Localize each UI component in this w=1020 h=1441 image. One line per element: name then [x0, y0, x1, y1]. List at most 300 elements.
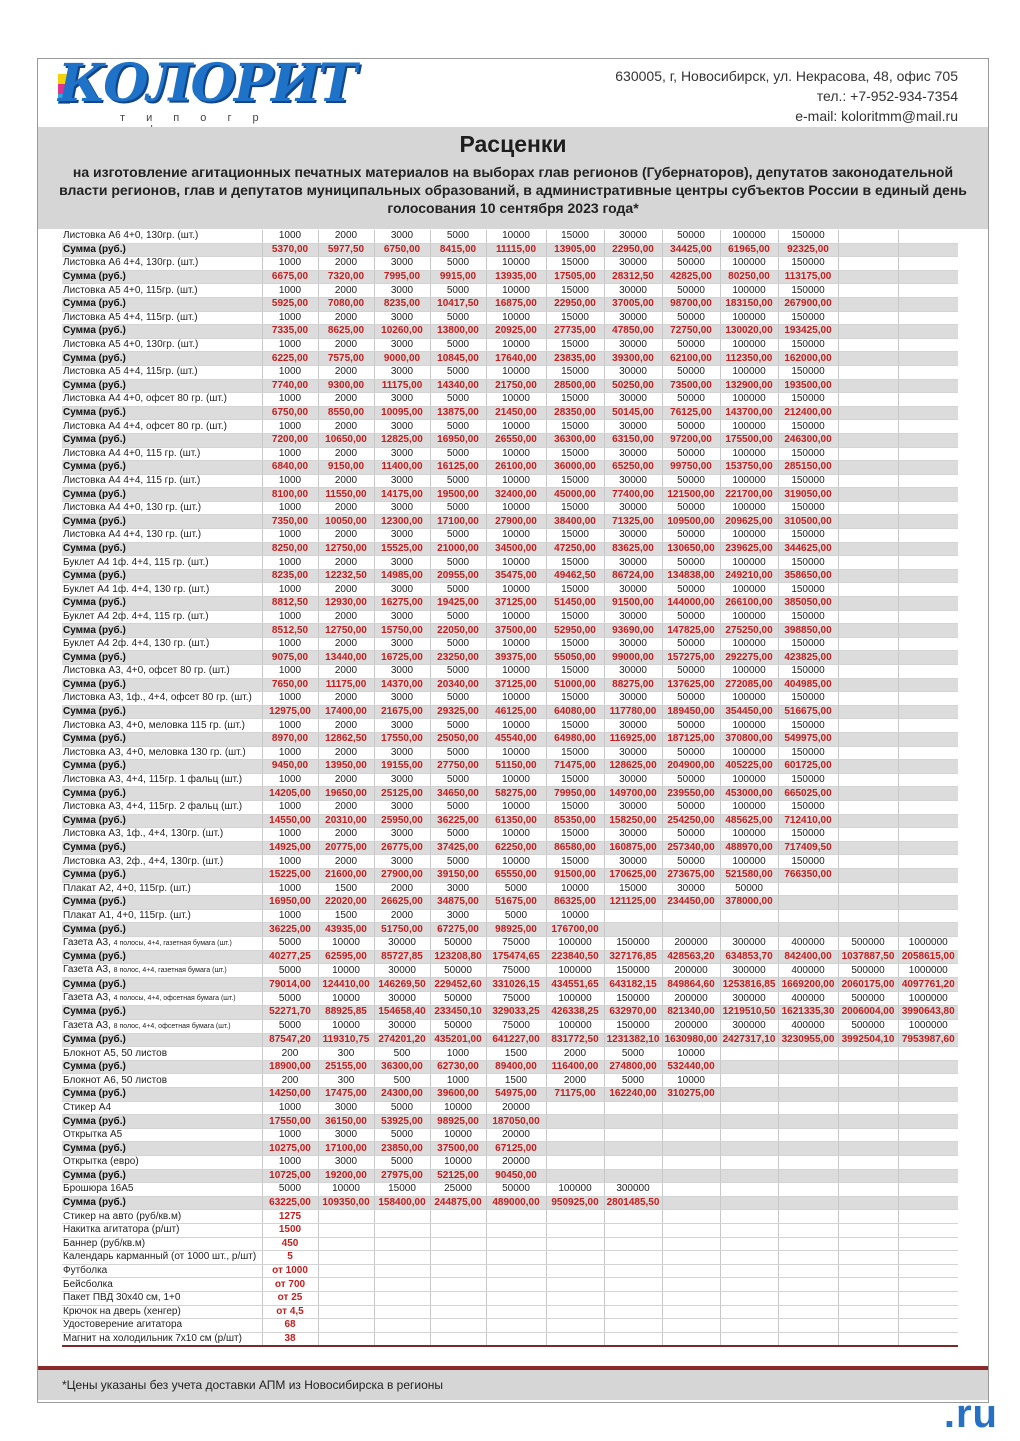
sum-cell: 370800,00	[720, 732, 778, 746]
quantity-cell: 150000	[778, 692, 838, 706]
empty-cell	[778, 1264, 838, 1278]
sum-cell: 6840,00	[262, 461, 318, 475]
quantity-cell	[898, 773, 958, 787]
sum-label: Сумма (руб.)	[62, 461, 262, 475]
empty-cell	[486, 1278, 546, 1292]
misc-name: Баннер (руб/кв.м)	[62, 1237, 262, 1251]
product-name	[62, 692, 262, 706]
sum-cell: 10095,00	[374, 406, 430, 420]
sum-cell: 144000,00	[662, 597, 720, 611]
misc-price: 450	[262, 1237, 318, 1251]
sum-cell: 85727,85	[374, 950, 430, 964]
sum-cell: 549975,00	[778, 732, 838, 746]
quantity-cell: 150000	[778, 393, 838, 407]
quantity-cell: 150000	[604, 964, 662, 978]
quantity-cell	[838, 1128, 898, 1142]
misc-name: Крючок на дверь (хенгер)	[62, 1305, 262, 1319]
sum-cell: 109500,00	[662, 515, 720, 529]
quantity-cell: 2000	[318, 529, 374, 543]
empty-cell	[778, 1305, 838, 1319]
product-name-label: Открытка А5	[63, 1129, 123, 1141]
quantity-cell: 3000	[374, 474, 430, 488]
sum-cell: 14250,00	[262, 1088, 318, 1102]
sum-cell	[838, 270, 898, 284]
sum-cell	[778, 923, 838, 937]
sum-cell	[720, 923, 778, 937]
quantity-cell: 100000	[720, 773, 778, 787]
misc-price: 68	[262, 1319, 318, 1333]
sum-cell: 12975,00	[262, 705, 318, 719]
sum-label: Сумма (руб.)	[62, 1088, 262, 1102]
watermark	[870, 1392, 998, 1437]
quantity-cell	[778, 1074, 838, 1088]
quantity-cell	[838, 311, 898, 325]
empty-cell	[318, 1319, 374, 1333]
quantity-cell: 3000	[374, 556, 430, 570]
sum-cell: 426338,25	[546, 1006, 604, 1020]
table-row-sum	[62, 978, 958, 992]
quantity-cell	[720, 1101, 778, 1115]
quantity-cell: 10000	[486, 529, 546, 543]
sum-cell: 234450,00	[662, 896, 720, 910]
quantity-cell: 5000	[374, 1128, 430, 1142]
quantity-cell	[838, 1156, 898, 1170]
quantity-cell: 30000	[604, 746, 662, 760]
quantity-cell: 150000	[778, 338, 838, 352]
sum-cell: 88275,00	[604, 678, 662, 692]
sum-cell: 39375,00	[486, 651, 546, 665]
sum-cell: 10845,00	[430, 352, 486, 366]
sum-cell: 34425,00	[662, 243, 720, 257]
product-name	[62, 1101, 262, 1115]
sum-label: Сумма (руб.)	[62, 597, 262, 611]
quantity-cell: 150000	[778, 828, 838, 842]
quantity-cell: 15000	[546, 556, 604, 570]
quantity-cell: 30000	[604, 230, 662, 243]
sum-cell: 54975,00	[486, 1088, 546, 1102]
quantity-cell: 300	[318, 1074, 374, 1088]
quantity-cell: 50000	[662, 284, 720, 298]
sum-cell: 521580,00	[720, 868, 778, 882]
sum-cell: 109350,00	[318, 1196, 374, 1210]
sum-cell: 485625,00	[720, 814, 778, 828]
quantity-cell: 100000	[720, 610, 778, 624]
contact-phone: тел.: +7-952-934-7354	[816, 88, 958, 104]
quantity-cell: 50000	[662, 230, 720, 243]
sum-cell: 8415,00	[430, 243, 486, 257]
quantity-cell: 100000	[720, 311, 778, 325]
quantity-cell: 2000	[318, 855, 374, 869]
quantity-cell: 5000	[430, 365, 486, 379]
quantity-cell: 150000	[604, 936, 662, 950]
quantity-cell: 15000	[546, 773, 604, 787]
sum-cell: 88925,85	[318, 1006, 374, 1020]
sum-cell	[898, 868, 958, 882]
sum-cell: 79014,00	[262, 978, 318, 992]
sum-cell	[898, 569, 958, 583]
empty-cell	[430, 1223, 486, 1237]
sum-cell: 10260,00	[374, 325, 430, 339]
sum-cell	[838, 352, 898, 366]
empty-cell	[662, 1305, 720, 1319]
sum-cell: 7350,00	[262, 515, 318, 529]
sum-cell: 86724,00	[604, 569, 662, 583]
quantity-cell: 150000	[778, 257, 838, 271]
quantity-cell: 30000	[604, 583, 662, 597]
quantity-cell: 15000	[546, 855, 604, 869]
quantity-cell: 10000	[662, 1047, 720, 1061]
quantity-cell	[838, 1101, 898, 1115]
sum-cell: 1669200,00	[778, 978, 838, 992]
sum-cell: 116925,00	[604, 732, 662, 746]
table-row-sum	[62, 1033, 958, 1047]
product-name	[62, 719, 262, 733]
quantity-cell: 100000	[720, 257, 778, 271]
sum-cell: 404985,00	[778, 678, 838, 692]
quantity-cell: 5000	[262, 936, 318, 950]
empty-cell	[662, 1210, 720, 1224]
quantity-cell: 15000	[546, 447, 604, 461]
quantity-cell: 100000	[720, 692, 778, 706]
quantity-cell: 30000	[604, 692, 662, 706]
sum-cell: 97200,00	[662, 433, 720, 447]
empty-cell	[604, 1319, 662, 1333]
quantity-cell: 150000	[778, 529, 838, 543]
quantity-cell: 10000	[486, 474, 546, 488]
sum-cell: 51675,00	[486, 896, 546, 910]
quantity-cell: 100000	[546, 1183, 604, 1197]
sum-cell: 2058615,00	[898, 950, 958, 964]
sum-cell: 71475,00	[546, 760, 604, 774]
quantity-cell: 15000	[546, 501, 604, 515]
sum-cell: 16275,00	[374, 597, 430, 611]
quantity-cell: 2000	[546, 1047, 604, 1061]
quantity-cell: 5000	[430, 529, 486, 543]
product-name	[62, 284, 262, 298]
misc-price: от 4,5	[262, 1305, 318, 1319]
product-name	[62, 1047, 262, 1061]
quantity-cell: 200000	[662, 992, 720, 1006]
quantity-cell: 1000000	[898, 936, 958, 950]
quantity-cell: 75000	[486, 992, 546, 1006]
sum-cell	[838, 1060, 898, 1074]
quantity-cell: 10000	[318, 1183, 374, 1197]
sum-cell: 147825,00	[662, 624, 720, 638]
misc-price: 5	[262, 1251, 318, 1265]
table-row-misc	[62, 1264, 958, 1278]
sum-cell: 46125,00	[486, 705, 546, 719]
quantity-cell: 3000	[374, 692, 430, 706]
sum-cell	[838, 433, 898, 447]
sum-cell: 22950,00	[604, 243, 662, 257]
sum-cell: 13875,00	[430, 406, 486, 420]
sum-cell: 239550,00	[662, 787, 720, 801]
sum-cell	[898, 297, 958, 311]
quantity-cell: 400000	[778, 936, 838, 950]
quantity-cell: 75000	[486, 936, 546, 950]
quantity-cell: 3000	[374, 773, 430, 787]
sum-cell: 130650,00	[662, 542, 720, 556]
quantity-cell: 1000	[262, 230, 318, 243]
quantity-cell: 50000	[662, 637, 720, 651]
quantity-cell: 300000	[720, 992, 778, 1006]
page-title: Расценки	[459, 131, 567, 157]
table-row	[62, 284, 958, 298]
table-row-sum	[62, 732, 958, 746]
quantity-cell: 10000	[486, 746, 546, 760]
quantity-cell: 1000	[262, 1156, 318, 1170]
empty-cell	[778, 1223, 838, 1237]
product-name	[62, 1183, 262, 1197]
quantity-cell: 500	[374, 1047, 430, 1061]
sum-cell: 39300,00	[604, 352, 662, 366]
sum-cell: 15225,00	[262, 868, 318, 882]
quantity-cell: 15000	[546, 420, 604, 434]
sum-cell: 73500,00	[662, 379, 720, 393]
quantity-cell: 10000	[318, 964, 374, 978]
empty-cell	[430, 1251, 486, 1265]
table-row-sum	[62, 841, 958, 855]
quantity-cell: 300	[318, 1047, 374, 1061]
sum-label: Сумма (руб.)	[62, 950, 262, 964]
sum-cell: 90450,00	[486, 1169, 546, 1183]
sum-cell: 6225,00	[262, 352, 318, 366]
table-row	[62, 719, 958, 733]
quantity-cell: 15000	[546, 800, 604, 814]
sum-cell: 17640,00	[486, 352, 546, 366]
product-name	[62, 773, 262, 787]
quantity-cell: 20000	[486, 1101, 546, 1115]
table-row	[62, 1183, 958, 1197]
sum-cell: 193500,00	[778, 379, 838, 393]
sum-cell: 154658,40	[374, 1006, 430, 1020]
sum-label: Сумма (руб.)	[62, 841, 262, 855]
quantity-cell	[838, 746, 898, 760]
quantity-cell: 30000	[604, 257, 662, 271]
sum-cell: 72750,00	[662, 325, 720, 339]
product-name-detail: 4 полосы, 4+4, офсетная бумага (шт.)	[113, 995, 236, 1003]
sum-cell	[838, 325, 898, 339]
sum-cell	[838, 488, 898, 502]
quantity-cell: 3000	[374, 746, 430, 760]
quantity-cell	[720, 1074, 778, 1088]
quantity-cell: 15000	[546, 474, 604, 488]
sum-cell: 146269,50	[374, 978, 430, 992]
sum-cell: 99000,00	[604, 651, 662, 665]
sum-label: Сумма (руб.)	[62, 406, 262, 420]
sum-cell: 2801485,50	[604, 1196, 662, 1210]
quantity-cell: 10000	[486, 828, 546, 842]
quantity-cell: 10000	[486, 230, 546, 243]
contact-address: 630005, г, Новосибирск, ул. Некрасова, 48, офис 705	[615, 68, 958, 84]
sum-label: Сумма (руб.)	[62, 760, 262, 774]
sum-cell	[662, 1142, 720, 1156]
quantity-cell: 3000	[374, 828, 430, 842]
table-row-sum	[62, 542, 958, 556]
empty-cell	[604, 1251, 662, 1265]
company-logo	[58, 53, 355, 128]
quantity-cell: 1000	[262, 882, 318, 896]
empty-cell	[486, 1251, 546, 1265]
quantity-cell	[898, 501, 958, 515]
quantity-cell: 15000	[546, 828, 604, 842]
quantity-cell: 1000	[430, 1047, 486, 1061]
sum-cell: 8250,00	[262, 542, 318, 556]
quantity-cell: 5000	[430, 855, 486, 869]
sum-cell	[898, 705, 958, 719]
table-row-misc	[62, 1278, 958, 1292]
quantity-cell: 15000	[546, 610, 604, 624]
empty-cell	[838, 1305, 898, 1319]
sum-cell: 11175,00	[318, 678, 374, 692]
sum-cell: 15525,00	[374, 542, 430, 556]
quantity-cell	[662, 1128, 720, 1142]
product-name	[62, 855, 262, 869]
quantity-cell: 3000	[374, 501, 430, 515]
sum-cell	[720, 1142, 778, 1156]
empty-cell	[898, 1210, 958, 1224]
quantity-cell: 30000	[604, 474, 662, 488]
quantity-cell: 30000	[604, 855, 662, 869]
sum-cell	[838, 379, 898, 393]
sum-cell	[838, 1088, 898, 1102]
quantity-cell	[838, 338, 898, 352]
quantity-cell	[604, 1156, 662, 1170]
table-row-sum	[62, 1142, 958, 1156]
empty-cell	[318, 1223, 374, 1237]
empty-cell	[838, 1210, 898, 1224]
quantity-cell	[838, 1074, 898, 1088]
quantity-cell: 1000	[262, 420, 318, 434]
quantity-cell	[838, 909, 898, 923]
product-name-label: Листовка А4 4+0, 130 гр. (шт.)	[63, 502, 202, 514]
quantity-cell: 1000	[262, 610, 318, 624]
sum-cell: 143700,00	[720, 406, 778, 420]
sum-cell: 113175,00	[778, 270, 838, 284]
sum-cell: 10650,00	[318, 433, 374, 447]
empty-cell	[720, 1278, 778, 1292]
product-name	[62, 936, 262, 950]
sum-cell	[604, 1142, 662, 1156]
sum-cell: 4097761,20	[898, 978, 958, 992]
sum-cell	[898, 760, 958, 774]
quantity-cell: 200	[262, 1047, 318, 1061]
quantity-cell: 50000	[662, 855, 720, 869]
empty-cell	[662, 1319, 720, 1333]
sum-cell: 21600,00	[318, 868, 374, 882]
quantity-cell	[898, 338, 958, 352]
sum-cell: 80250,00	[720, 270, 778, 284]
sum-cell: 13440,00	[318, 651, 374, 665]
document-header	[38, 127, 988, 229]
quantity-cell: 100000	[720, 637, 778, 651]
watermark-text: ngs	[869, 1392, 944, 1436]
misc-price: 1275	[262, 1210, 318, 1224]
sum-cell: 98700,00	[662, 297, 720, 311]
table-row-misc	[62, 1332, 958, 1346]
sum-cell: 6675,00	[262, 270, 318, 284]
quantity-cell: 5000	[374, 1101, 430, 1115]
table-row	[62, 637, 958, 651]
quantity-cell: 150000	[778, 420, 838, 434]
sum-cell: 16950,00	[262, 896, 318, 910]
sum-cell	[838, 678, 898, 692]
table-row	[62, 420, 958, 434]
sum-cell: 39150,00	[430, 868, 486, 882]
quantity-cell	[838, 257, 898, 271]
table-row-sum	[62, 1169, 958, 1183]
quantity-cell: 50000	[662, 529, 720, 543]
empty-cell	[318, 1237, 374, 1251]
sum-label: Сумма (руб.)	[62, 325, 262, 339]
logo-tagline: т и п о г р	[120, 112, 268, 124]
empty-cell	[662, 1291, 720, 1305]
empty-cell	[662, 1264, 720, 1278]
quantity-cell	[898, 257, 958, 271]
quantity-cell: 1000	[262, 501, 318, 515]
product-name-label: Листовка А3, 2ф., 4+4, 130гр. (шт.)	[63, 855, 224, 867]
quantity-cell	[546, 1156, 604, 1170]
quantity-cell: 30000	[604, 828, 662, 842]
quantity-cell: 50000	[662, 665, 720, 679]
quantity-cell: 50000	[430, 936, 486, 950]
sum-cell: 55050,00	[546, 651, 604, 665]
sum-cell: 22020,00	[318, 896, 374, 910]
sum-cell: 25050,00	[430, 732, 486, 746]
quantity-cell	[838, 501, 898, 515]
sum-cell: 19425,00	[430, 597, 486, 611]
sum-cell: 34875,00	[430, 896, 486, 910]
quantity-cell: 15000	[546, 746, 604, 760]
sum-cell: 98925,00	[430, 1115, 486, 1129]
sum-cell: 14925,00	[262, 841, 318, 855]
product-name	[62, 882, 262, 896]
quantity-cell: 2000	[318, 284, 374, 298]
empty-cell	[604, 1305, 662, 1319]
sum-cell	[662, 1115, 720, 1129]
sum-cell: 6750,00	[262, 406, 318, 420]
quantity-cell	[778, 882, 838, 896]
sum-cell: 488970,00	[720, 841, 778, 855]
product-name-label: Буклет А4 2ф. 4+4, 130 гр. (шт.)	[63, 638, 210, 650]
sum-cell: 43935,00	[318, 923, 374, 937]
sum-cell: 489000,00	[486, 1196, 546, 1210]
sum-cell: 254250,00	[662, 814, 720, 828]
sum-cell: 10417,50	[430, 297, 486, 311]
sum-cell: 36300,00	[374, 1060, 430, 1074]
sum-cell: 193425,00	[778, 325, 838, 339]
table-row-sum	[62, 1006, 958, 1020]
sum-cell: 158400,00	[374, 1196, 430, 1210]
sum-cell: 28350,00	[546, 406, 604, 420]
quantity-cell: 1000	[262, 365, 318, 379]
sum-cell: 34650,00	[430, 787, 486, 801]
table-row-sum	[62, 1088, 958, 1102]
quantity-cell: 3000	[374, 257, 430, 271]
sum-cell: 86580,00	[546, 841, 604, 855]
empty-cell	[546, 1278, 604, 1292]
empty-cell	[486, 1332, 546, 1346]
empty-cell	[838, 1264, 898, 1278]
sum-cell: 1231382,10	[604, 1033, 662, 1047]
product-name	[62, 828, 262, 842]
empty-cell	[838, 1223, 898, 1237]
quantity-cell: 2000	[318, 665, 374, 679]
quantity-cell: 150000	[778, 474, 838, 488]
sum-cell: 7575,00	[318, 352, 374, 366]
sum-cell: 62100,00	[662, 352, 720, 366]
sum-cell: 117780,00	[604, 705, 662, 719]
